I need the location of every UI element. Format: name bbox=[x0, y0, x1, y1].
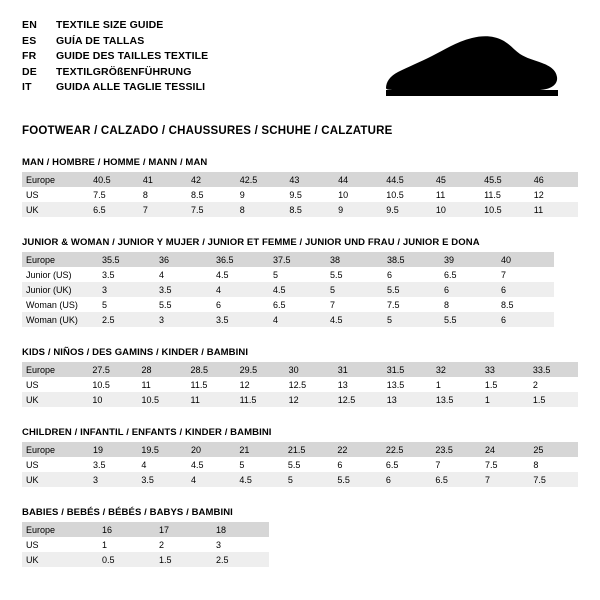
size-cell: 6.5 bbox=[269, 297, 326, 312]
size-cell: 25 bbox=[529, 442, 578, 457]
size-cell: 10.5 bbox=[88, 377, 137, 392]
table-row bbox=[22, 362, 578, 377]
language-title: TEXTILGRÖßENFÜHRUNG bbox=[56, 65, 192, 78]
row-label: UK bbox=[22, 202, 89, 217]
size-cell: 12 bbox=[530, 187, 578, 202]
size-cell: 11.5 bbox=[187, 377, 236, 392]
size-cell: 8 bbox=[139, 187, 187, 202]
size-cell: 3 bbox=[98, 282, 155, 297]
size-table-group bbox=[22, 507, 578, 567]
language-row bbox=[22, 49, 208, 65]
table-row bbox=[22, 392, 578, 407]
language-code: IT bbox=[22, 81, 32, 93]
size-cell: 11 bbox=[530, 202, 578, 217]
row-label: Europe bbox=[22, 252, 98, 267]
size-cell: 38.5 bbox=[383, 252, 440, 267]
row-label: Europe bbox=[22, 172, 89, 187]
size-cell: 6 bbox=[383, 267, 440, 282]
size-cell: 8 bbox=[529, 457, 578, 472]
size-cell: 32 bbox=[432, 362, 481, 377]
size-cell: 3 bbox=[89, 472, 137, 487]
language-row bbox=[22, 18, 208, 34]
size-cell: 8.5 bbox=[497, 297, 554, 312]
size-cell: 22.5 bbox=[382, 442, 432, 457]
header bbox=[22, 18, 578, 107]
size-cell: 2 bbox=[529, 377, 578, 392]
size-cell: 6 bbox=[382, 472, 432, 487]
table-row bbox=[22, 552, 269, 567]
size-cell: 5.5 bbox=[155, 297, 212, 312]
size-cell: 9.5 bbox=[285, 187, 334, 202]
language-row bbox=[22, 65, 208, 81]
size-cell: 11 bbox=[187, 392, 236, 407]
size-cell: 7.5 bbox=[89, 187, 139, 202]
language-code: ES bbox=[22, 34, 37, 47]
size-cell: 1 bbox=[432, 377, 481, 392]
row-label: UK bbox=[22, 472, 89, 487]
size-cell: 7.5 bbox=[383, 297, 440, 312]
language-title: TEXTILE SIZE GUIDE bbox=[56, 19, 164, 31]
size-cell: 41 bbox=[139, 172, 187, 187]
size-cell: 7.5 bbox=[187, 202, 236, 217]
size-cell: 40.5 bbox=[89, 172, 139, 187]
size-cell: 7.5 bbox=[529, 472, 578, 487]
size-cell: 27.5 bbox=[88, 362, 137, 377]
size-cell: 7 bbox=[139, 202, 187, 217]
size-cell: 8 bbox=[236, 202, 286, 217]
size-cell: 38 bbox=[326, 252, 383, 267]
size-cell: 3 bbox=[155, 312, 212, 327]
size-cell: 5.5 bbox=[284, 457, 334, 472]
size-table-title: BABIES / BEBÉS / BÉBÉS / BABYS / BAMBINI bbox=[22, 507, 233, 518]
size-cell: 13 bbox=[334, 377, 383, 392]
size-cell: 10.5 bbox=[480, 202, 530, 217]
size-cell: 11.5 bbox=[236, 392, 285, 407]
table-row bbox=[22, 522, 269, 537]
size-cell: 13.5 bbox=[432, 392, 481, 407]
size-table-title: CHILDREN / INFANTIL / ENFANTS / KINDER / BAMBINI bbox=[22, 427, 272, 438]
row-label: Europe bbox=[22, 522, 98, 537]
size-cell: 12.5 bbox=[285, 377, 334, 392]
size-cell: 5.5 bbox=[333, 472, 381, 487]
size-cell: 44.5 bbox=[382, 172, 432, 187]
row-label: Europe bbox=[22, 442, 89, 457]
size-cell: 19.5 bbox=[137, 442, 187, 457]
size-cell: 30 bbox=[285, 362, 334, 377]
size-cell: 9 bbox=[236, 187, 286, 202]
table-row bbox=[22, 442, 578, 457]
size-cell: 1.5 bbox=[481, 377, 529, 392]
size-cell: 5 bbox=[383, 312, 440, 327]
size-cell: 24 bbox=[481, 442, 529, 457]
size-cell: 33 bbox=[481, 362, 529, 377]
size-cell: 21 bbox=[235, 442, 283, 457]
footwear-section-title: FOOTWEAR / CALZADO / CHAUSSURES / SCHUHE / CALZATURE bbox=[22, 125, 393, 137]
language-code: EN bbox=[22, 19, 37, 31]
table-row bbox=[22, 172, 578, 187]
size-cell: 45 bbox=[432, 172, 480, 187]
table-row bbox=[22, 187, 578, 202]
size-cell: 13 bbox=[383, 392, 432, 407]
size-cell: 4.5 bbox=[269, 282, 326, 297]
row-label: Woman (US) bbox=[22, 297, 98, 312]
row-label: Europe bbox=[22, 362, 88, 377]
size-cell: 12.5 bbox=[334, 392, 383, 407]
size-cell: 4 bbox=[212, 282, 269, 297]
size-table-group bbox=[22, 427, 578, 487]
size-cell: 1 bbox=[98, 537, 155, 552]
size-cell: 8 bbox=[440, 297, 497, 312]
size-cell: 43 bbox=[285, 172, 334, 187]
size-cell: 7 bbox=[497, 267, 554, 282]
size-cell: 19 bbox=[89, 442, 137, 457]
language-title: GUIDE DES TAILLES TEXTILE bbox=[56, 50, 209, 62]
size-cell: 28 bbox=[137, 362, 186, 377]
size-cell: 44 bbox=[334, 172, 382, 187]
row-label: Woman (UK) bbox=[22, 312, 98, 327]
size-cell: 5 bbox=[326, 282, 383, 297]
size-cell: 11 bbox=[137, 377, 186, 392]
size-cell: 2.5 bbox=[212, 552, 269, 567]
size-cell: 1 bbox=[481, 392, 529, 407]
language-list bbox=[22, 18, 208, 96]
size-cell: 28.5 bbox=[187, 362, 236, 377]
size-cell: 12 bbox=[236, 377, 285, 392]
size-cell: 0.5 bbox=[98, 552, 155, 567]
table-row bbox=[22, 537, 269, 552]
row-label: Junior (US) bbox=[22, 267, 98, 282]
size-cell: 31 bbox=[334, 362, 383, 377]
size-cell: 6 bbox=[333, 457, 381, 472]
size-cell: 7 bbox=[326, 297, 383, 312]
row-label: US bbox=[22, 457, 89, 472]
size-cell: 6.5 bbox=[431, 472, 481, 487]
table-row bbox=[22, 457, 578, 472]
size-cell: 7 bbox=[481, 472, 529, 487]
size-cell: 10.5 bbox=[137, 392, 186, 407]
size-cell: 5 bbox=[98, 297, 155, 312]
row-label: Junior (UK) bbox=[22, 282, 98, 297]
size-cell: 12 bbox=[285, 392, 334, 407]
size-cell: 4 bbox=[269, 312, 326, 327]
size-table bbox=[22, 442, 578, 487]
size-cell: 23.5 bbox=[431, 442, 481, 457]
size-cell: 6 bbox=[440, 282, 497, 297]
size-cell: 31.5 bbox=[383, 362, 432, 377]
size-cell: 6.5 bbox=[440, 267, 497, 282]
size-cell: 4.5 bbox=[212, 267, 269, 282]
size-cell: 21.5 bbox=[284, 442, 334, 457]
size-table-group bbox=[22, 237, 578, 327]
size-cell: 4 bbox=[155, 267, 212, 282]
table-row bbox=[22, 472, 578, 487]
row-label: UK bbox=[22, 392, 88, 407]
size-cell: 6 bbox=[497, 312, 554, 327]
size-cell: 4 bbox=[137, 457, 187, 472]
language-code: FR bbox=[22, 50, 37, 62]
size-cell: 3.5 bbox=[89, 457, 137, 472]
size-table bbox=[22, 172, 578, 217]
dress-shoe-icon bbox=[380, 32, 560, 107]
size-cell: 2 bbox=[155, 537, 212, 552]
size-cell: 5.5 bbox=[383, 282, 440, 297]
size-cell: 4.5 bbox=[326, 312, 383, 327]
size-cell: 42.5 bbox=[236, 172, 286, 187]
table-row bbox=[22, 202, 578, 217]
language-title: GUIDA ALLE TAGLIE TESSILI bbox=[56, 81, 206, 93]
size-cell: 5.5 bbox=[440, 312, 497, 327]
size-cell: 10 bbox=[432, 202, 480, 217]
size-table bbox=[22, 522, 269, 567]
size-cell: 40 bbox=[497, 252, 554, 267]
size-cell: 37.5 bbox=[269, 252, 326, 267]
table-row bbox=[22, 377, 578, 392]
row-label: US bbox=[22, 537, 98, 552]
size-cell: 10 bbox=[88, 392, 137, 407]
size-cell: 36.5 bbox=[212, 252, 269, 267]
table-row bbox=[22, 252, 554, 267]
size-cell: 18 bbox=[212, 522, 269, 537]
row-label: US bbox=[22, 377, 88, 392]
row-label: US bbox=[22, 187, 89, 202]
size-cell: 29.5 bbox=[236, 362, 285, 377]
size-table-group bbox=[22, 157, 578, 217]
size-cell: 2.5 bbox=[98, 312, 155, 327]
size-cell: 11.5 bbox=[480, 187, 530, 202]
size-cell: 10 bbox=[334, 187, 382, 202]
size-cell: 7 bbox=[431, 457, 481, 472]
size-cell: 3.5 bbox=[155, 282, 212, 297]
size-cell: 6.5 bbox=[382, 457, 432, 472]
size-cell: 16 bbox=[98, 522, 155, 537]
size-cell: 5 bbox=[269, 267, 326, 282]
table-row bbox=[22, 282, 554, 297]
size-cell: 9.5 bbox=[382, 202, 432, 217]
size-cell: 6.5 bbox=[89, 202, 139, 217]
size-cell: 8.5 bbox=[285, 202, 334, 217]
size-cell: 1.5 bbox=[155, 552, 212, 567]
language-row bbox=[22, 34, 208, 50]
table-row bbox=[22, 297, 554, 312]
size-cell: 4.5 bbox=[187, 457, 235, 472]
size-cell: 13.5 bbox=[383, 377, 432, 392]
size-cell: 17 bbox=[155, 522, 212, 537]
size-cell: 42 bbox=[187, 172, 236, 187]
size-cell: 6 bbox=[212, 297, 269, 312]
size-cell: 35.5 bbox=[98, 252, 155, 267]
size-cell: 4 bbox=[187, 472, 235, 487]
size-cell: 10.5 bbox=[382, 187, 432, 202]
size-table-group bbox=[22, 347, 578, 407]
size-cell: 36 bbox=[155, 252, 212, 267]
size-table bbox=[22, 252, 554, 327]
size-cell: 11 bbox=[432, 187, 480, 202]
size-cell: 5.5 bbox=[326, 267, 383, 282]
size-cell: 20 bbox=[187, 442, 235, 457]
language-code: DE bbox=[22, 65, 37, 78]
size-cell: 5 bbox=[284, 472, 334, 487]
size-cell: 4.5 bbox=[235, 472, 283, 487]
size-cell: 3.5 bbox=[137, 472, 187, 487]
size-cell: 8.5 bbox=[187, 187, 236, 202]
size-cell: 9 bbox=[334, 202, 382, 217]
size-cell: 33.5 bbox=[529, 362, 578, 377]
size-cell: 3 bbox=[212, 537, 269, 552]
row-label: UK bbox=[22, 552, 98, 567]
size-cell: 6 bbox=[497, 282, 554, 297]
size-cell: 45.5 bbox=[480, 172, 530, 187]
size-tables bbox=[22, 157, 578, 567]
size-cell: 3.5 bbox=[212, 312, 269, 327]
size-cell: 1.5 bbox=[529, 392, 578, 407]
language-row bbox=[22, 80, 208, 96]
language-title: GUÍA DE TALLAS bbox=[56, 34, 145, 47]
size-table-title: MAN / HOMBRE / HOMME / MANN / MAN bbox=[22, 157, 208, 168]
size-cell: 3.5 bbox=[98, 267, 155, 282]
size-table-title: KIDS / NIÑOS / DES GAMINS / KINDER / BAMBINI bbox=[22, 347, 249, 358]
size-table-title: JUNIOR & WOMAN / JUNIOR Y MUJER / JUNIOR ET FEMME / JUNIOR UND FRAU / JUNIOR E DONA bbox=[22, 237, 480, 248]
table-row bbox=[22, 312, 554, 327]
size-cell: 46 bbox=[530, 172, 578, 187]
table-row bbox=[22, 267, 554, 282]
size-cell: 5 bbox=[235, 457, 283, 472]
size-cell: 7.5 bbox=[481, 457, 529, 472]
size-cell: 39 bbox=[440, 252, 497, 267]
size-table bbox=[22, 362, 578, 407]
size-cell: 22 bbox=[333, 442, 381, 457]
